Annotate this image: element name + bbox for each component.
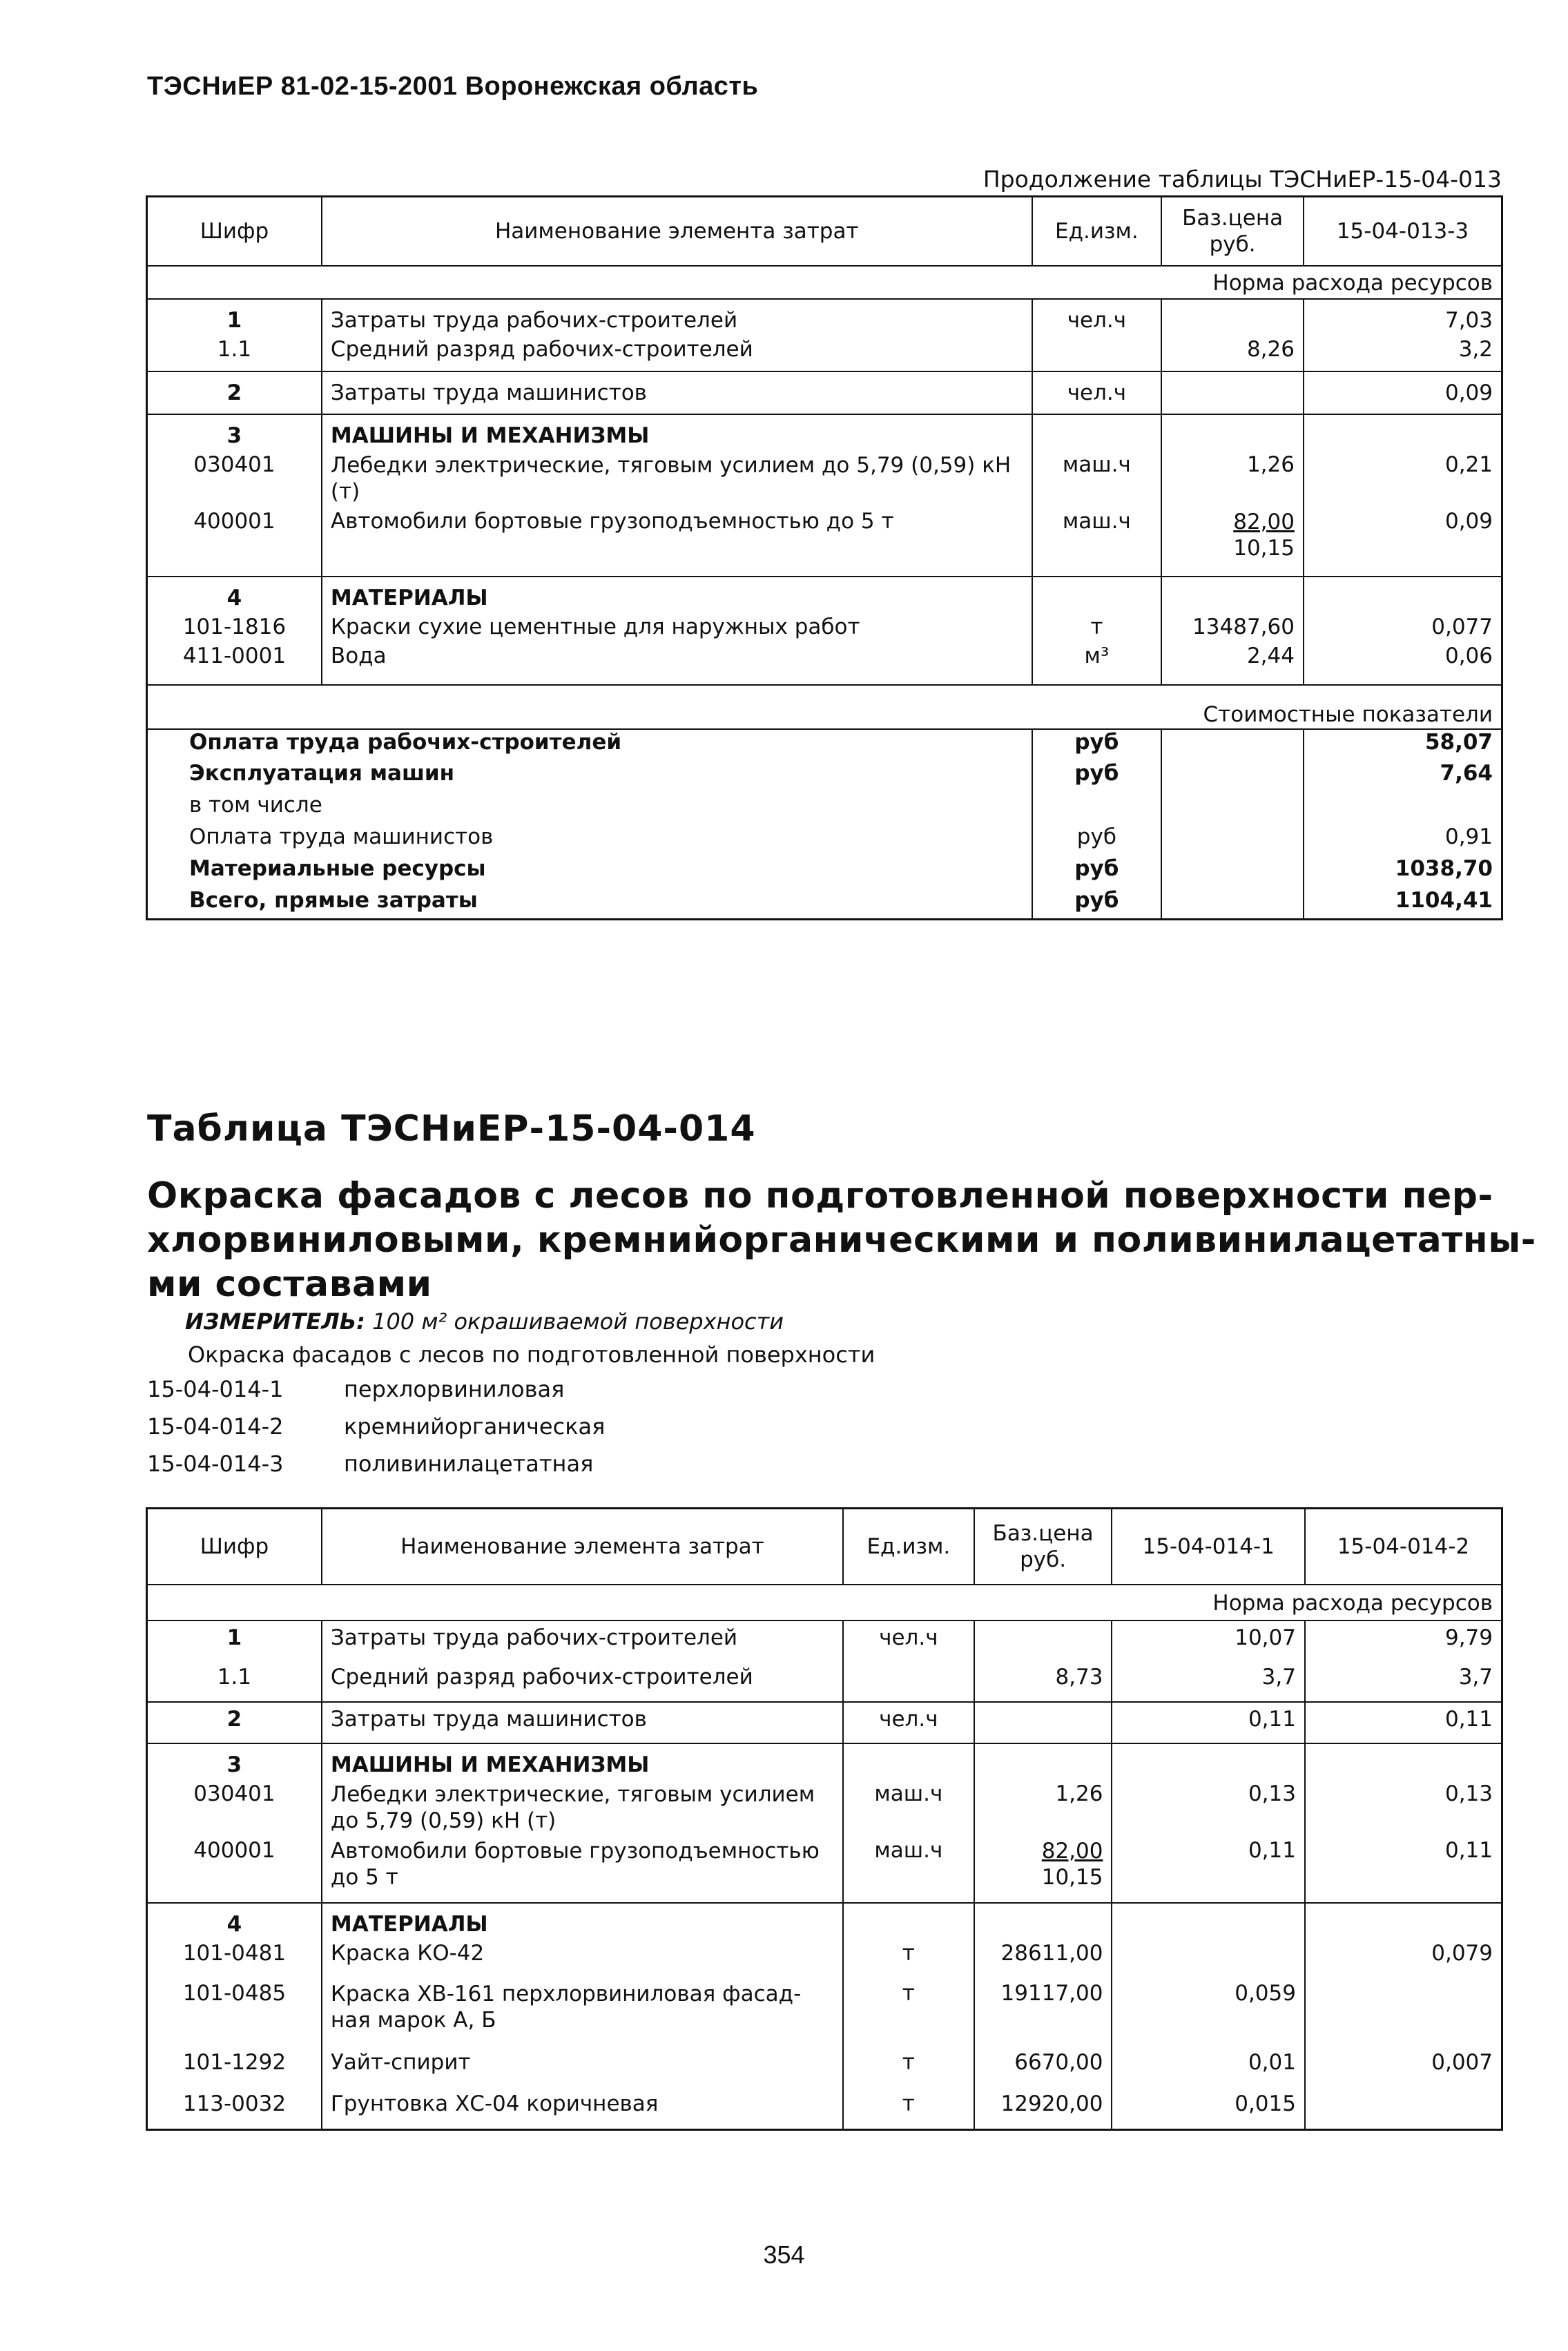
row-unit xyxy=(843,1661,974,1702)
cost-row xyxy=(147,824,1502,856)
cost-unit: руб xyxy=(1032,856,1162,888)
row-code: 030401 xyxy=(193,1781,275,1806)
row-code: 3 xyxy=(226,1752,242,1777)
row-name: Грунтовка ХС-04 коричневая xyxy=(322,2087,843,2130)
variant-name: кремнийорганическая xyxy=(344,1413,606,1440)
table-row xyxy=(147,333,1502,371)
section-name: МАТЕРИАЛЫ xyxy=(322,1903,843,1937)
cost-row xyxy=(147,729,1502,761)
cost-unit: руб xyxy=(1032,729,1162,761)
col-header-unit: Ед.изм. xyxy=(1032,197,1162,266)
row-value-1: 0,11 xyxy=(1112,1834,1305,1903)
page-number: 354 xyxy=(763,2241,805,2269)
row-code: 411-0001 xyxy=(182,643,287,668)
measure-value: 100 м² окрашиваемой поверхности xyxy=(372,1308,784,1335)
table-header-row xyxy=(147,1509,1502,1585)
row-unit: т xyxy=(843,1977,974,2046)
row-value: 0,06 xyxy=(1304,639,1502,685)
row-price xyxy=(974,1620,1112,1661)
section-name: МАШИНЫ И МЕХАНИЗМЫ xyxy=(322,414,1032,448)
cost-value: 7,64 xyxy=(1304,761,1502,793)
row-value-2: 0,007 xyxy=(1305,2046,1502,2087)
col-header-variant: 15-04-013-3 xyxy=(1304,197,1502,266)
table-row xyxy=(147,610,1502,639)
cost-value: 1038,70 xyxy=(1304,856,1502,888)
row-unit xyxy=(1032,333,1162,371)
row-unit: чел.ч xyxy=(843,1702,974,1743)
row-unit: маш.ч xyxy=(1032,505,1162,577)
measure-line xyxy=(185,1308,784,1335)
table-row xyxy=(147,505,1502,577)
row-code: 2 xyxy=(226,1706,242,1732)
row-unit: маш.ч xyxy=(843,1777,974,1834)
row-price xyxy=(974,1702,1112,1743)
row-value-1: 0,11 xyxy=(1112,1702,1305,1743)
cost-value: 58,07 xyxy=(1304,729,1502,761)
row-unit: м³ xyxy=(1032,639,1162,685)
cost-value: 0,91 xyxy=(1304,824,1502,856)
cost-row xyxy=(147,793,1502,824)
row-unit: т xyxy=(1032,610,1162,639)
col-header-price: Баз.цена руб. xyxy=(974,1509,1112,1585)
row-price: 1,26 xyxy=(974,1777,1112,1834)
table-row xyxy=(147,639,1502,685)
row-name: Краски сухие цементные для наружных работ xyxy=(322,610,1032,639)
table-row xyxy=(147,1702,1502,1743)
row-unit: маш.ч xyxy=(1032,448,1162,505)
table-row xyxy=(147,1777,1502,1834)
table-continuation-caption: Продолжение таблицы ТЭСНиЕР-15-04-013 xyxy=(983,166,1502,193)
row-price: 8,73 xyxy=(974,1661,1112,1702)
row-name: Краска КО-42 xyxy=(322,1937,843,1977)
cost-name: Оплата труда машинистов xyxy=(189,824,494,849)
cost-row xyxy=(147,856,1502,888)
row-price: 12920,00 xyxy=(974,2087,1112,2130)
row-value-2 xyxy=(1305,2087,1502,2130)
row-value-1: 0,059 xyxy=(1112,1977,1305,2046)
row-value-2: 0,11 xyxy=(1305,1834,1502,1903)
table-subtitle: Окраска фасадов с лесов по подготовленной поверхности пер- хлорвиниловыми, кремнийорганическими и поливинилацетатны- ми составами xyxy=(147,1175,1536,1305)
measure-label: ИЗМЕРИТЕЛЬ: xyxy=(185,1308,365,1335)
row-unit: маш.ч xyxy=(843,1834,974,1903)
row-price: 6670,00 xyxy=(974,2046,1112,2087)
row-code: 113-0032 xyxy=(182,2091,287,2116)
cost-name: Эксплуатация машин xyxy=(189,760,455,786)
table-row xyxy=(147,371,1502,414)
table-section-row xyxy=(147,1743,1502,1777)
norm-caption-row xyxy=(147,266,1502,299)
row-value-1: 0,01 xyxy=(1112,2046,1305,2087)
row-name: Средний разряд рабочих-строителей xyxy=(322,1661,843,1702)
resource-table-014 xyxy=(146,1507,1503,2131)
col-header-variant-1: 15-04-014-1 xyxy=(1112,1509,1305,1585)
section-name: МАШИНЫ И МЕХАНИЗМЫ xyxy=(322,1743,843,1777)
row-code: 4 xyxy=(226,1911,242,1937)
row-name: Затраты труда рабочих-строителей xyxy=(322,1620,843,1661)
table-section-row xyxy=(147,414,1502,448)
row-value-2: 0,079 xyxy=(1305,1937,1502,1977)
row-code: 3 xyxy=(226,423,242,448)
col-header-variant-2: 15-04-014-2 xyxy=(1305,1509,1502,1585)
variant-code: 15-04-014-1 xyxy=(147,1376,284,1402)
row-price xyxy=(1161,299,1304,333)
row-code: 030401 xyxy=(193,452,275,477)
norm-caption-row xyxy=(147,1585,1502,1620)
row-value-1: 0,13 xyxy=(1112,1777,1305,1834)
row-code: 400001 xyxy=(193,1837,275,1863)
cost-row xyxy=(147,888,1502,920)
row-value: 7,03 xyxy=(1304,299,1502,333)
table-section-row xyxy=(147,1903,1502,1937)
table-row xyxy=(147,1834,1502,1903)
row-unit: чел.ч xyxy=(1032,371,1162,414)
row-price: 2,44 xyxy=(1161,639,1304,685)
row-code: 1.1 xyxy=(217,336,252,362)
cost-caption: Стоимостные показатели xyxy=(1203,702,1493,727)
row-code: 1 xyxy=(226,307,242,333)
table-header-row xyxy=(147,197,1502,266)
row-code: 101-0481 xyxy=(182,1940,287,1966)
row-price xyxy=(1161,371,1304,414)
row-value-2: 0,13 xyxy=(1305,1777,1502,1834)
row-price: 82,00 10,15 xyxy=(974,1834,1112,1903)
cost-unit: руб xyxy=(1032,824,1162,856)
row-value: 0,21 xyxy=(1304,448,1502,505)
row-value-1: 0,015 xyxy=(1112,2087,1305,2130)
row-value-2: 3,7 xyxy=(1305,1661,1502,1702)
row-price: 1,26 xyxy=(1161,448,1304,505)
variant-name: перхлорвиниловая xyxy=(344,1376,565,1402)
row-code: 4 xyxy=(226,585,242,610)
row-name: Лебедки электрические, тяговым усилием до 5,79 (0,59) кН (т) xyxy=(322,1777,843,1834)
row-unit: т xyxy=(843,2087,974,2130)
row-price: 13487,60 xyxy=(1161,610,1304,639)
row-price: 8,26 xyxy=(1161,333,1304,371)
row-name: Затраты труда машинистов xyxy=(322,1702,843,1743)
row-price: 28611,00 xyxy=(974,1937,1112,1977)
row-code: 2 xyxy=(226,380,242,405)
cost-name: Материальные ресурсы xyxy=(189,855,486,881)
cost-name: Оплата труда рабочих-строителей xyxy=(189,729,622,755)
row-value-1: 10,07 xyxy=(1112,1620,1305,1661)
row-value-2: 9,79 xyxy=(1305,1620,1502,1661)
col-header-price: Баз.цена руб. xyxy=(1161,197,1304,266)
work-description: Окраска фасадов с лесов по подготовленной поверхности xyxy=(188,1342,875,1368)
cost-name: в том числе xyxy=(189,792,322,817)
row-name: Автомобили бортовые грузоподъемностью до 5 т xyxy=(322,1834,843,1903)
row-code: 101-1292 xyxy=(182,2049,287,2075)
row-name: Вода xyxy=(322,639,1032,685)
row-code: 1.1 xyxy=(217,1664,252,1690)
row-name: Краска ХВ-161 перхлорвиниловая фасад-ная марок А, Б xyxy=(322,1977,843,2046)
cost-value: 1104,41 xyxy=(1304,888,1502,920)
row-name: Автомобили бортовые грузоподъемностью до 5 т xyxy=(322,505,1032,577)
table-row xyxy=(147,1937,1502,1977)
row-value-1 xyxy=(1112,1937,1305,1977)
variant-code: 15-04-014-3 xyxy=(147,1451,284,1477)
row-name: Лебедки электрические, тяговым усилием до 5,79 (0,59) кН (т) xyxy=(322,448,1032,505)
row-value: 0,077 xyxy=(1304,610,1502,639)
table-row xyxy=(147,2087,1502,2130)
col-header-name: Наименование элемента затрат xyxy=(322,197,1032,266)
table-row xyxy=(147,299,1502,333)
cost-row xyxy=(147,761,1502,793)
row-name: Затраты труда рабочих-строителей xyxy=(322,299,1032,333)
row-unit: чел.ч xyxy=(1032,299,1162,333)
running-header: ТЭСНиЕР 81-02-15-2001 Воронежская область xyxy=(147,72,759,101)
row-value: 0,09 xyxy=(1304,505,1502,577)
table-section-row xyxy=(147,577,1502,610)
row-price: 19117,00 xyxy=(974,1977,1112,2046)
table-row xyxy=(147,1620,1502,1661)
row-name: Затраты труда машинистов xyxy=(322,371,1032,414)
row-value-2 xyxy=(1305,1977,1502,2046)
row-value: 3,2 xyxy=(1304,333,1502,371)
col-header-unit: Ед.изм. xyxy=(843,1509,974,1585)
row-code: 1 xyxy=(226,1625,242,1650)
table-row xyxy=(147,2046,1502,2087)
row-value-1: 3,7 xyxy=(1112,1661,1305,1702)
table-row xyxy=(147,1977,1502,2046)
section-name: МАТЕРИАЛЫ xyxy=(322,577,1032,610)
row-value: 0,09 xyxy=(1304,371,1502,414)
table-row xyxy=(147,448,1502,505)
table-title: Таблица ТЭСНиЕР-15-04-014 xyxy=(147,1108,756,1150)
row-price: 82,00 10,15 xyxy=(1161,505,1304,577)
cost-unit: руб xyxy=(1032,888,1162,920)
row-code: 400001 xyxy=(193,508,275,534)
row-unit: т xyxy=(843,1937,974,1977)
col-header-code: Шифр xyxy=(200,1534,269,1559)
row-unit: чел.ч xyxy=(843,1620,974,1661)
table-row xyxy=(147,1661,1502,1702)
row-unit: т xyxy=(843,2046,974,2087)
col-header-code: Шифр xyxy=(200,218,269,244)
variant-code: 15-04-014-2 xyxy=(147,1413,284,1440)
cost-name: Всего, прямые затраты xyxy=(189,887,478,913)
variant-name: поливинилацетатная xyxy=(344,1451,594,1477)
row-code: 101-0485 xyxy=(182,1980,287,2006)
cost-unit: руб xyxy=(1032,761,1162,793)
norm-caption: Норма расхода ресурсов xyxy=(1212,1590,1493,1616)
row-code: 101-1816 xyxy=(182,614,287,639)
norm-caption: Норма расхода ресурсов xyxy=(1212,270,1493,296)
resource-table-013 xyxy=(146,195,1503,920)
cost-caption-row xyxy=(147,685,1502,729)
row-name: Уайт-спирит xyxy=(322,2046,843,2087)
col-header-name: Наименование элемента затрат xyxy=(322,1509,843,1585)
row-value-2: 0,11 xyxy=(1305,1702,1502,1743)
row-name: Средний разряд рабочих-строителей xyxy=(322,333,1032,371)
